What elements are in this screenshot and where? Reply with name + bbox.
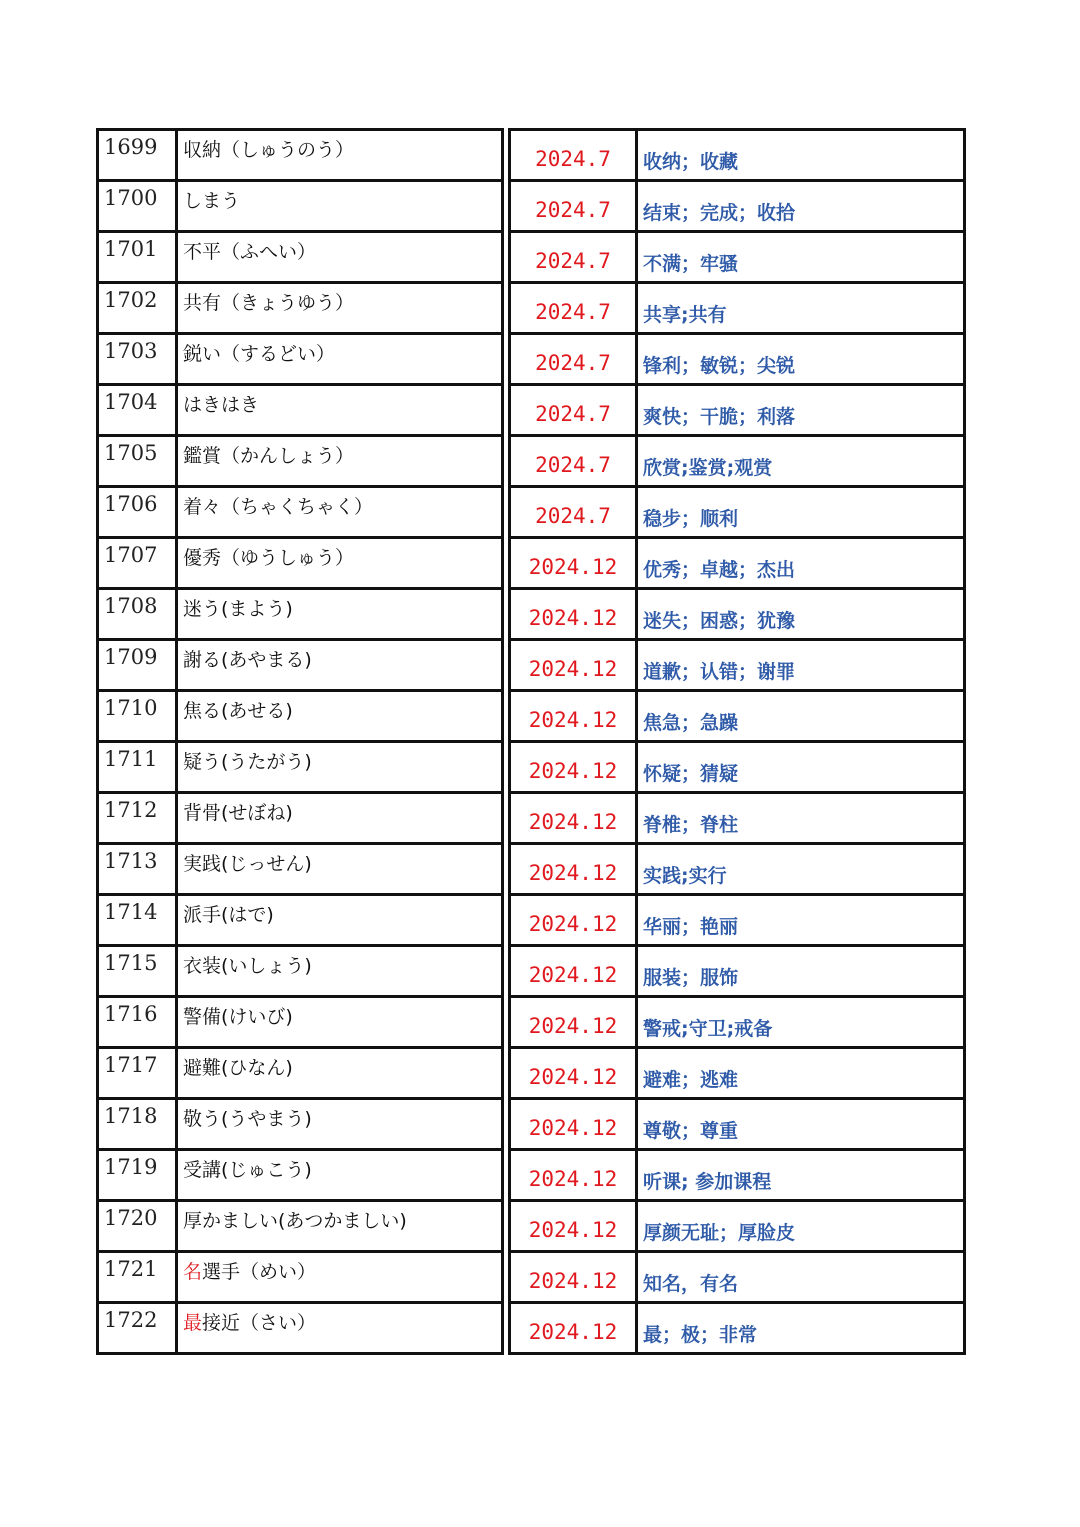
meaning-cell bbox=[637, 946, 965, 997]
japanese-word: 不平（ふへい） bbox=[183, 241, 317, 263]
date-cell bbox=[510, 283, 637, 334]
number-cell bbox=[98, 181, 177, 232]
date-cell bbox=[510, 946, 637, 997]
column-gap bbox=[503, 283, 510, 334]
japanese-word: 収納（しゅうのう） bbox=[183, 139, 355, 161]
meaning-cell bbox=[637, 181, 965, 232]
number-cell bbox=[98, 538, 177, 589]
date-cell bbox=[510, 844, 637, 895]
japanese-word: 優秀（ゆうしゅう） bbox=[183, 547, 355, 569]
meaning-cell bbox=[637, 1048, 965, 1099]
chinese-meaning: 避难；逃难 bbox=[643, 1069, 739, 1091]
chinese-meaning: 共享;共有 bbox=[643, 304, 727, 326]
number-cell bbox=[98, 589, 177, 640]
japanese-word: 疑う(うたがう) bbox=[183, 751, 312, 773]
date-cell bbox=[510, 538, 637, 589]
entry-number: 1703 bbox=[104, 339, 158, 363]
table-row bbox=[98, 1303, 965, 1354]
meaning-cell bbox=[637, 487, 965, 538]
word-cell bbox=[177, 640, 503, 691]
japanese-word: 焦る(あせる) bbox=[183, 700, 293, 722]
meaning-cell bbox=[637, 283, 965, 334]
word-cell bbox=[177, 793, 503, 844]
date-label: 2024.12 bbox=[528, 1014, 618, 1038]
meaning-cell bbox=[637, 640, 965, 691]
table-row bbox=[98, 844, 965, 895]
chinese-meaning: 锋利；敏锐；尖锐 bbox=[643, 355, 796, 377]
entry-number: 1711 bbox=[104, 747, 158, 771]
number-cell bbox=[98, 946, 177, 997]
date-label: 2024.7 bbox=[535, 147, 611, 171]
highlighted-character: 名 bbox=[183, 1261, 203, 1283]
japanese-word: 鋭い（するどい） bbox=[183, 343, 336, 365]
japanese-word: 実践(じっせん) bbox=[183, 853, 312, 875]
chinese-meaning: 厚颜无耻；厚脸皮 bbox=[643, 1222, 796, 1244]
number-cell bbox=[98, 334, 177, 385]
entry-number: 1709 bbox=[104, 645, 158, 669]
entry-number: 1710 bbox=[104, 696, 158, 720]
entry-number: 1713 bbox=[104, 849, 158, 873]
japanese-word: 共有（きょうゆう） bbox=[183, 292, 355, 314]
japanese-word: 厚かましい(あつかましい) bbox=[183, 1210, 407, 1232]
word-cell bbox=[177, 691, 503, 742]
column-gap bbox=[503, 538, 510, 589]
meaning-cell bbox=[637, 232, 965, 283]
number-cell bbox=[98, 1201, 177, 1252]
table-row bbox=[98, 742, 965, 793]
entry-number: 1717 bbox=[104, 1053, 158, 1077]
word-cell bbox=[177, 385, 503, 436]
date-cell bbox=[510, 385, 637, 436]
entry-number: 1716 bbox=[104, 1002, 158, 1026]
word-cell bbox=[177, 1201, 503, 1252]
vocabulary-table-body bbox=[98, 130, 965, 1354]
meaning-cell bbox=[637, 334, 965, 385]
chinese-meaning: 欣赏;鉴赏;观赏 bbox=[643, 457, 773, 479]
chinese-meaning: 收纳；收藏 bbox=[643, 151, 739, 173]
chinese-meaning: 最；极；非常 bbox=[643, 1324, 758, 1346]
meaning-cell bbox=[637, 691, 965, 742]
number-cell bbox=[98, 130, 177, 181]
number-cell bbox=[98, 1252, 177, 1303]
date-label: 2024.12 bbox=[528, 606, 618, 630]
word-cell bbox=[177, 997, 503, 1048]
meaning-cell bbox=[637, 1150, 965, 1201]
entry-number: 1722 bbox=[104, 1308, 158, 1332]
japanese-word bbox=[178, 1253, 501, 1284]
chinese-meaning: 稳步；顺利 bbox=[643, 508, 739, 530]
number-cell bbox=[98, 1099, 177, 1150]
japanese-word: はきはき bbox=[183, 394, 260, 416]
table-row bbox=[98, 232, 965, 283]
japanese-word: しまう bbox=[183, 190, 241, 212]
column-gap bbox=[503, 1150, 510, 1201]
table-row bbox=[98, 130, 965, 181]
number-cell bbox=[98, 1303, 177, 1354]
date-label: 2024.7 bbox=[535, 198, 611, 222]
table-row bbox=[98, 793, 965, 844]
japanese-word: 派手(はで) bbox=[183, 904, 274, 926]
entry-number: 1701 bbox=[104, 237, 158, 261]
date-cell bbox=[510, 589, 637, 640]
japanese-word: 謝る(あやまる) bbox=[183, 649, 312, 671]
column-gap bbox=[503, 844, 510, 895]
word-cell bbox=[177, 181, 503, 232]
number-cell bbox=[98, 640, 177, 691]
word-cell bbox=[177, 1252, 503, 1303]
chinese-meaning: 结束；完成；收拾 bbox=[643, 202, 796, 224]
date-cell bbox=[510, 1048, 637, 1099]
date-label: 2024.12 bbox=[528, 810, 618, 834]
date-label: 2024.7 bbox=[535, 453, 611, 477]
date-label: 2024.12 bbox=[528, 1320, 618, 1344]
word-remainder: 接近（さい） bbox=[202, 1312, 317, 1334]
chinese-meaning: 知名，有名 bbox=[643, 1273, 739, 1295]
meaning-cell bbox=[637, 1201, 965, 1252]
column-gap bbox=[503, 487, 510, 538]
chinese-meaning: 华丽；艳丽 bbox=[643, 916, 739, 938]
number-cell bbox=[98, 1048, 177, 1099]
date-cell bbox=[510, 793, 637, 844]
number-cell bbox=[98, 997, 177, 1048]
entry-number: 1714 bbox=[104, 900, 158, 924]
word-cell bbox=[177, 436, 503, 487]
entry-number: 1705 bbox=[104, 441, 158, 465]
table-row bbox=[98, 1099, 965, 1150]
date-cell bbox=[510, 1099, 637, 1150]
column-gap bbox=[503, 589, 510, 640]
date-label: 2024.7 bbox=[535, 402, 611, 426]
highlighted-character: 最 bbox=[183, 1312, 203, 1334]
column-gap bbox=[503, 997, 510, 1048]
table-row bbox=[98, 691, 965, 742]
japanese-word: 鑑賞（かんしょう） bbox=[183, 445, 355, 467]
meaning-cell bbox=[637, 844, 965, 895]
entry-number: 1704 bbox=[104, 390, 158, 414]
number-cell bbox=[98, 742, 177, 793]
date-cell bbox=[510, 436, 637, 487]
column-gap bbox=[503, 1048, 510, 1099]
table-row bbox=[98, 1048, 965, 1099]
meaning-cell bbox=[637, 997, 965, 1048]
date-label: 2024.7 bbox=[535, 249, 611, 273]
meaning-cell bbox=[637, 742, 965, 793]
date-label: 2024.12 bbox=[528, 1269, 618, 1293]
date-cell bbox=[510, 232, 637, 283]
word-cell bbox=[177, 742, 503, 793]
meaning-cell bbox=[637, 1303, 965, 1354]
meaning-cell bbox=[637, 436, 965, 487]
meaning-cell bbox=[637, 1099, 965, 1150]
chinese-meaning: 道歉；认错；谢罪 bbox=[643, 661, 796, 683]
vocabulary-table bbox=[96, 128, 966, 1355]
japanese-word: 避難(ひなん) bbox=[183, 1057, 293, 1079]
table-row bbox=[98, 538, 965, 589]
column-gap bbox=[503, 181, 510, 232]
word-cell bbox=[177, 283, 503, 334]
entry-number: 1707 bbox=[104, 543, 158, 567]
word-cell bbox=[177, 589, 503, 640]
table-row bbox=[98, 1252, 965, 1303]
japanese-word: 警備(けいび) bbox=[183, 1006, 293, 1028]
column-gap bbox=[503, 385, 510, 436]
entry-number: 1712 bbox=[104, 798, 158, 822]
chinese-meaning: 怀疑；猜疑 bbox=[643, 763, 739, 785]
date-label: 2024.12 bbox=[528, 912, 618, 936]
word-cell bbox=[177, 232, 503, 283]
number-cell bbox=[98, 385, 177, 436]
japanese-word: 衣装(いしょう) bbox=[183, 955, 312, 977]
word-cell bbox=[177, 1150, 503, 1201]
table-row bbox=[98, 181, 965, 232]
date-label: 2024.7 bbox=[535, 300, 611, 324]
table-row bbox=[98, 589, 965, 640]
date-cell bbox=[510, 130, 637, 181]
word-cell bbox=[177, 130, 503, 181]
number-cell bbox=[98, 436, 177, 487]
word-cell bbox=[177, 538, 503, 589]
entry-number: 1708 bbox=[104, 594, 158, 618]
date-cell bbox=[510, 742, 637, 793]
chinese-meaning: 尊敬；尊重 bbox=[643, 1120, 739, 1142]
date-label: 2024.7 bbox=[535, 504, 611, 528]
date-label: 2024.12 bbox=[528, 1116, 618, 1140]
chinese-meaning: 警戒;守卫;戒备 bbox=[643, 1018, 773, 1040]
word-cell bbox=[177, 844, 503, 895]
entry-number: 1719 bbox=[104, 1155, 158, 1179]
column-gap bbox=[503, 232, 510, 283]
word-cell bbox=[177, 487, 503, 538]
japanese-word: 着々（ちゃくちゃく） bbox=[183, 496, 374, 518]
table-row bbox=[98, 436, 965, 487]
date-cell bbox=[510, 1303, 637, 1354]
chinese-meaning: 不满；牢骚 bbox=[643, 253, 739, 275]
chinese-meaning: 焦急；急躁 bbox=[643, 712, 739, 734]
column-gap bbox=[503, 1099, 510, 1150]
date-cell bbox=[510, 1150, 637, 1201]
column-gap bbox=[503, 793, 510, 844]
chinese-meaning: 优秀；卓越；杰出 bbox=[643, 559, 796, 581]
date-label: 2024.12 bbox=[528, 657, 618, 681]
date-cell bbox=[510, 334, 637, 385]
chinese-meaning: 服装；服饰 bbox=[643, 967, 739, 989]
entry-number: 1702 bbox=[104, 288, 158, 312]
table-row bbox=[98, 997, 965, 1048]
word-cell bbox=[177, 946, 503, 997]
column-gap bbox=[503, 1252, 510, 1303]
date-cell bbox=[510, 1201, 637, 1252]
word-cell bbox=[177, 1048, 503, 1099]
number-cell bbox=[98, 232, 177, 283]
japanese-word: 背骨(せぼね) bbox=[183, 802, 293, 824]
table-row bbox=[98, 385, 965, 436]
date-cell bbox=[510, 691, 637, 742]
word-cell bbox=[177, 895, 503, 946]
table-row bbox=[98, 640, 965, 691]
chinese-meaning: 脊椎；脊柱 bbox=[643, 814, 739, 836]
word-cell bbox=[177, 1303, 503, 1354]
japanese-word: 受講(じゅこう) bbox=[183, 1159, 312, 1181]
column-gap bbox=[503, 895, 510, 946]
date-cell bbox=[510, 640, 637, 691]
word-cell bbox=[177, 1099, 503, 1150]
table-row bbox=[98, 1201, 965, 1252]
date-label: 2024.12 bbox=[528, 759, 618, 783]
date-label: 2024.12 bbox=[528, 963, 618, 987]
date-label: 2024.12 bbox=[528, 708, 618, 732]
column-gap bbox=[503, 1201, 510, 1252]
meaning-cell bbox=[637, 589, 965, 640]
date-cell bbox=[510, 1252, 637, 1303]
date-label: 2024.7 bbox=[535, 351, 611, 375]
number-cell bbox=[98, 793, 177, 844]
column-gap bbox=[503, 691, 510, 742]
date-cell bbox=[510, 997, 637, 1048]
date-cell bbox=[510, 181, 637, 232]
table-row bbox=[98, 1150, 965, 1201]
table-row bbox=[98, 895, 965, 946]
chinese-meaning: 爽快；干脆；利落 bbox=[643, 406, 796, 428]
column-gap bbox=[503, 436, 510, 487]
number-cell bbox=[98, 1150, 177, 1201]
chinese-meaning: 听课; 参加课程 bbox=[643, 1171, 772, 1193]
date-label: 2024.12 bbox=[528, 1167, 618, 1191]
column-gap bbox=[503, 130, 510, 181]
japanese-word: 敬う(うやまう) bbox=[183, 1108, 312, 1130]
entry-number: 1720 bbox=[104, 1206, 158, 1230]
number-cell bbox=[98, 283, 177, 334]
number-cell bbox=[98, 487, 177, 538]
number-cell bbox=[98, 844, 177, 895]
date-cell bbox=[510, 487, 637, 538]
table-row bbox=[98, 487, 965, 538]
meaning-cell bbox=[637, 1252, 965, 1303]
entry-number: 1699 bbox=[104, 135, 158, 159]
meaning-cell bbox=[637, 793, 965, 844]
date-label: 2024.12 bbox=[528, 861, 618, 885]
date-label: 2024.12 bbox=[528, 1065, 618, 1089]
meaning-cell bbox=[637, 385, 965, 436]
table-row bbox=[98, 283, 965, 334]
chinese-meaning: 实践;实行 bbox=[643, 865, 727, 887]
word-cell bbox=[177, 334, 503, 385]
entry-number: 1715 bbox=[104, 951, 158, 975]
column-gap bbox=[503, 742, 510, 793]
column-gap bbox=[503, 640, 510, 691]
japanese-word bbox=[178, 1304, 501, 1335]
entry-number: 1721 bbox=[104, 1257, 158, 1281]
date-label: 2024.12 bbox=[528, 555, 618, 579]
number-cell bbox=[98, 895, 177, 946]
entry-number: 1700 bbox=[104, 186, 158, 210]
entry-number: 1718 bbox=[104, 1104, 158, 1128]
japanese-word: 迷う(まよう) bbox=[183, 598, 293, 620]
table-row bbox=[98, 946, 965, 997]
table-row bbox=[98, 334, 965, 385]
chinese-meaning: 迷失；困惑；犹豫 bbox=[643, 610, 796, 632]
date-label: 2024.12 bbox=[528, 1218, 618, 1242]
date-cell bbox=[510, 895, 637, 946]
word-remainder: 選手（めい） bbox=[202, 1261, 317, 1283]
column-gap bbox=[503, 334, 510, 385]
meaning-cell bbox=[637, 895, 965, 946]
column-gap bbox=[503, 946, 510, 997]
number-cell bbox=[98, 691, 177, 742]
entry-number: 1706 bbox=[104, 492, 158, 516]
column-gap bbox=[503, 1303, 510, 1354]
meaning-cell bbox=[637, 130, 965, 181]
meaning-cell bbox=[637, 538, 965, 589]
